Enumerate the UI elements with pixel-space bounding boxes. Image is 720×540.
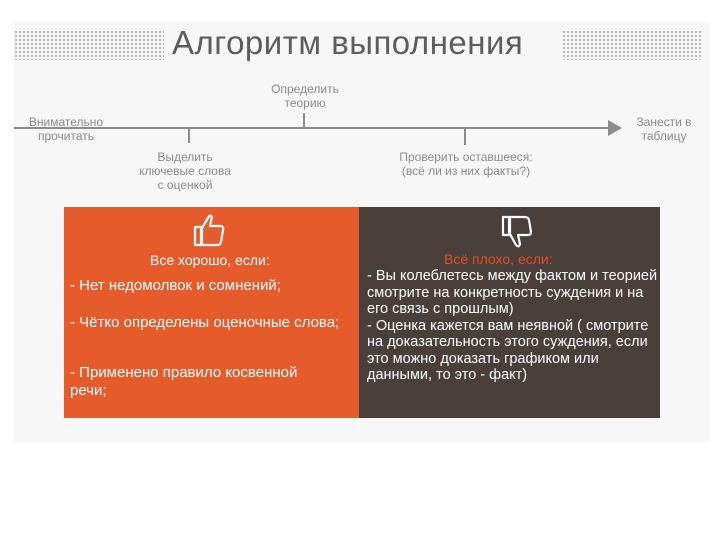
timeline-tick: [464, 129, 466, 145]
bad-text: - Вы колеблетесь между фактом и теорией смотрите на конкретность суждения и на его связь с прошлым) - Оценка кажется вам неявной ( смотрите на доказательность этого суждения, если это можно доказать графиком или данными, то это - факт): [367, 268, 658, 383]
bad-panel: [359, 207, 660, 418]
good-heading: Все хорошо, если:: [150, 252, 270, 268]
timeline-step-keywords: Выделить ключевые слова с оценкой: [139, 150, 231, 192]
thumbs-up-icon: [190, 211, 228, 249]
bad-heading: Всё плохо, если:: [444, 251, 553, 267]
timeline-step-check: Проверить оставшееся: (всё ли из них факты?): [399, 150, 533, 178]
timeline-step-theory: Определить теорию: [271, 82, 339, 110]
good-panel: [64, 207, 359, 418]
timeline-arrow: [608, 120, 622, 136]
timeline-step-table: Занести в таблицу: [636, 115, 692, 143]
timeline-tick: [188, 129, 190, 143]
dotted-decoration-left: [14, 30, 164, 60]
dotted-decoration-right: [562, 30, 702, 60]
good-item: - Нет недомолвок и сомнений;: [70, 277, 281, 294]
good-item: - Применено правило косвенной речи;: [70, 364, 298, 399]
timeline-tick: [303, 113, 305, 127]
thumbs-down-icon: [499, 213, 535, 251]
timeline-step-read: Внимательно прочитать: [28, 115, 104, 143]
slide-title: Алгоритм выполнения: [172, 24, 524, 61]
good-item: - Чётко определены оценочные слова;: [70, 314, 340, 331]
